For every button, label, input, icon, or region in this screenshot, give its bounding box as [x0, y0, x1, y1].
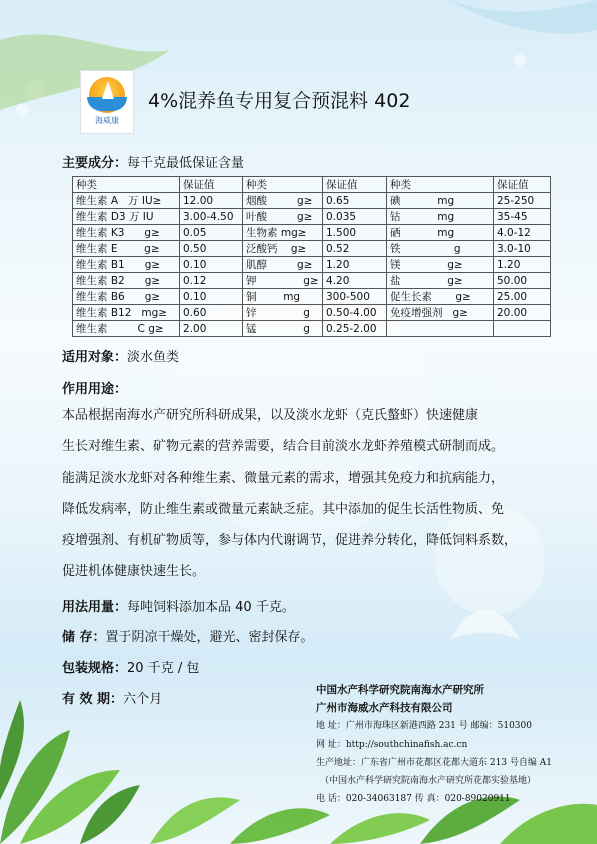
storage-line — [62, 626, 314, 645]
usage-title-label: 作用用途： — [62, 382, 128, 397]
usage-paragraph — [62, 400, 552, 588]
paragraph-line: 降低发病率，防止维生素或微量元素缺乏症。其中添加的促生长活性物质、免 — [62, 501, 505, 517]
validity-label: 有 效 期： — [62, 692, 124, 707]
table-cell: 1.20 — [323, 257, 387, 273]
target-line — [62, 346, 179, 365]
table-row — [73, 193, 551, 209]
main-components-label: 主要成分： — [62, 156, 128, 171]
main-components-line — [62, 152, 244, 171]
table-cell: 保证值 — [180, 177, 243, 193]
package-label: 包装规格： — [62, 661, 128, 676]
table-cell: 锰 g — [243, 321, 323, 337]
table-cell: 叶酸 g≥ — [243, 209, 323, 225]
paragraph-line: 促进机体健康快速生长。 — [62, 564, 206, 580]
paragraph-line: 本品根据南海水产研究所科研成果，以及淡水龙虾（克氏螯虾）快速健康 — [62, 408, 479, 423]
table-cell: 维生素 E g≥ — [73, 241, 180, 257]
table-cell: 0.60 — [180, 305, 243, 321]
table-row — [73, 305, 551, 321]
table-cell: 镁 g≥ — [387, 257, 494, 273]
table-cell: 促生长素 g≥ — [387, 289, 494, 305]
table-row — [73, 209, 551, 225]
table-cell: 0.52 — [323, 241, 387, 257]
table-row — [73, 241, 551, 257]
usage-title-line — [62, 378, 127, 397]
company-logo — [80, 70, 134, 134]
package-line — [62, 657, 199, 676]
table-cell: 维生素 D3 万 IU — [73, 209, 180, 225]
table-cell: 0.50-4.00 — [323, 305, 387, 321]
company-contact: 电 话：020-34063187 传 真：020-89020911 — [316, 794, 511, 805]
storage-value: 置于阴凉干燥处，避光、密封保存。 — [105, 630, 314, 645]
table-header-row — [73, 177, 551, 193]
table-cell: 维生素 B2 g≥ — [73, 273, 180, 289]
table-cell: 0.50 — [180, 241, 243, 257]
table-cell: 铁 g — [387, 241, 494, 257]
table-cell: 0.035 — [323, 209, 387, 225]
dosage-line — [62, 596, 295, 615]
table-cell: 种类 — [243, 177, 323, 193]
table-row — [73, 321, 551, 337]
table-cell: 25.00 — [494, 289, 551, 305]
nutrient-table — [72, 176, 551, 337]
table-cell: 3.0-10 — [494, 241, 551, 257]
table-cell: 25-250 — [494, 193, 551, 209]
company-info — [316, 681, 552, 808]
table-cell: 锌 g — [243, 305, 323, 321]
table-cell: 300-500 — [323, 289, 387, 305]
table-cell: 钾 g≥ — [243, 273, 323, 289]
dosage-value: 每吨饲料添加本品 40 千克。 — [127, 600, 295, 615]
table-cell: 保证值 — [494, 177, 551, 193]
table-cell: 钴 mg — [387, 209, 494, 225]
table-cell: 种类 — [73, 177, 180, 193]
table-cell: 20.00 — [494, 305, 551, 321]
table-row — [73, 257, 551, 273]
table-cell: 维生素 K3 g≥ — [73, 225, 180, 241]
table-cell: 0.65 — [323, 193, 387, 209]
table-cell: 维生素 B12 mg≥ — [73, 305, 180, 321]
table-cell: 3.00-4.50 — [180, 209, 243, 225]
table-cell: 铜 mg — [243, 289, 323, 305]
paragraph-line: 疫增强剂、有机矿物质等，参与体内代谢调节，促进养分转化，降低饲料系数， — [62, 533, 518, 549]
table-cell: 碘 mg — [387, 193, 494, 209]
table-cell: 肌醇 g≥ — [243, 257, 323, 273]
company-name-1: 中国水产科学研究院南海水产研究所 — [316, 684, 484, 696]
company-name-2: 广州市海威水产科技有限公司 — [316, 702, 453, 715]
table-cell: 0.25-2.00 — [323, 321, 387, 337]
table-cell: 种类 — [387, 177, 494, 193]
table-cell: 维生素 B1 g≥ — [73, 257, 180, 273]
target-label: 适用对象： — [62, 350, 128, 365]
paragraph-line: 生长对维生素、矿物元素的营养需要，结合目前淡水龙虾养殖模式研制而成。 — [62, 439, 505, 455]
target-value: 淡水鱼类 — [127, 350, 180, 365]
table-cell: 生物素 mg≥ — [243, 225, 323, 241]
table-cell: 35-45 — [494, 209, 551, 225]
logo-wave-icon — [87, 97, 127, 111]
table-cell — [494, 321, 551, 337]
table-cell: 50.00 — [494, 273, 551, 289]
table-cell: 保证值 — [323, 177, 387, 193]
table-cell: 4.20 — [323, 273, 387, 289]
paragraph-line: 能满足淡水龙虾对各种维生素、微量元素的需求，增强其免疫力和抗病能力， — [62, 470, 505, 486]
table-cell: 0.12 — [180, 273, 243, 289]
logo-brand-text: 海威康 — [95, 116, 119, 125]
table-row — [73, 273, 551, 289]
table-cell: 维生素 C g≥ — [73, 321, 180, 337]
validity-line — [62, 688, 162, 707]
table-cell: 2.00 — [180, 321, 243, 337]
main-components-value: 每千克最低保证含量 — [127, 156, 245, 171]
product-title: 4%混养鱼专用复合预混料 402 — [148, 90, 411, 112]
table-cell: 维生素 A 万 IU≥ — [73, 193, 180, 209]
table-row — [73, 225, 551, 241]
table-cell: 0.10 — [180, 289, 243, 305]
dosage-label: 用法用量： — [62, 600, 128, 615]
table-cell: 免疫增强剂 g≥ — [387, 305, 494, 321]
table-cell: 盐 g≥ — [387, 273, 494, 289]
package-value: 20 千克 / 包 — [127, 661, 200, 676]
company-production-address: 生产地址：广东省广州市花都区花都大道东 213 号自编 A1 — [316, 757, 552, 768]
table-cell: 12.00 — [180, 193, 243, 209]
table-cell: 0.05 — [180, 225, 243, 241]
table-cell: 维生素 B6 g≥ — [73, 289, 180, 305]
table-cell: 烟酸 g≥ — [243, 193, 323, 209]
table-cell: 4.0-12 — [494, 225, 551, 241]
table-cell — [387, 321, 494, 337]
table-cell: 1.500 — [323, 225, 387, 241]
company-production-base: （中国水产科学研究院南海水产研究所花都实验基地） — [320, 776, 537, 787]
table-cell: 0.10 — [180, 257, 243, 273]
table-cell: 硒 mg — [387, 225, 494, 241]
storage-label: 储 存： — [62, 630, 106, 645]
company-website: 网 址：http://southchinafish.ac.cn — [316, 739, 468, 750]
table-row — [73, 289, 551, 305]
logo-sail-icon — [102, 81, 114, 99]
table-cell: 1.20 — [494, 257, 551, 273]
company-address: 地 址：广州市海珠区新港西路 231 号 邮编：510300 — [316, 721, 532, 732]
table-cell: 泛酸钙 g≥ — [243, 241, 323, 257]
validity-value: 六个月 — [123, 692, 163, 707]
